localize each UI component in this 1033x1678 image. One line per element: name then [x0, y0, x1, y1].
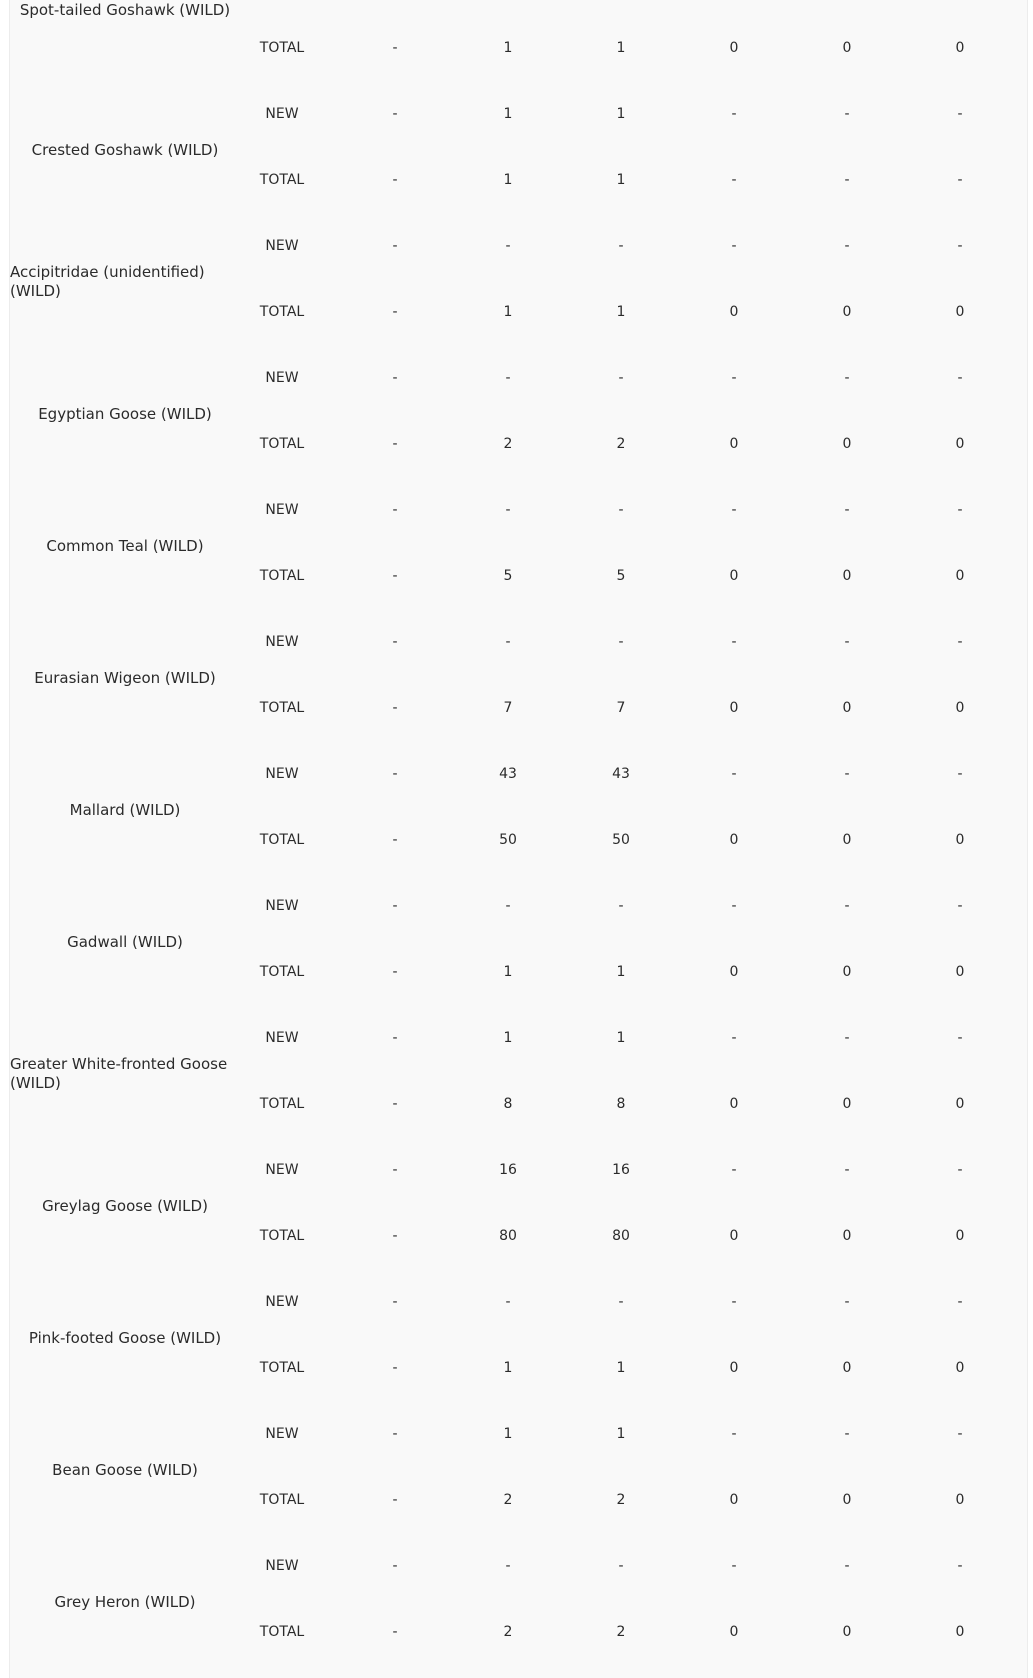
value-cell: -: [505, 1558, 511, 1574]
value-cell: -: [844, 898, 850, 914]
value-cell: -: [731, 1294, 737, 1310]
row-type-label: TOTAL: [259, 700, 305, 716]
value-cell: -: [844, 238, 850, 254]
row-type-label: TOTAL: [259, 1492, 305, 1508]
value-cell: -: [957, 898, 963, 914]
value-cell: -: [505, 1294, 511, 1310]
table-row: [10, 807, 1027, 873]
value-cell: -: [392, 898, 398, 914]
table-row: [10, 939, 1027, 1005]
value-cell: -: [505, 898, 511, 914]
value-cell: -: [392, 1624, 398, 1640]
value-cell: 1: [503, 106, 513, 122]
row-type-label: NEW: [265, 1294, 299, 1310]
value-cell: -: [844, 1294, 850, 1310]
value-cell: -: [618, 634, 624, 650]
value-cell: -: [392, 568, 398, 584]
value-cell: 0: [842, 964, 852, 980]
value-cell: -: [731, 502, 737, 518]
value-cell: -: [392, 1360, 398, 1376]
table-row: [10, 279, 1027, 345]
value-cell: -: [392, 436, 398, 452]
value-cell: -: [618, 1558, 624, 1574]
value-cell: 1: [503, 1360, 513, 1376]
value-cell: 1: [616, 304, 626, 320]
value-cell: 0: [729, 964, 739, 980]
species-name: Greylag Goose (WILD): [42, 1196, 208, 1215]
value-cell: -: [731, 238, 737, 254]
value-cell: -: [392, 370, 398, 386]
value-cell: 1: [616, 172, 626, 188]
value-cell: -: [392, 502, 398, 518]
table-row: [10, 675, 1027, 741]
value-cell: 0: [729, 40, 739, 56]
species-name: Crested Goshawk (WILD): [31, 140, 219, 159]
value-cell: -: [618, 1294, 624, 1310]
row-type-label: TOTAL: [259, 1624, 305, 1640]
row-type-label: NEW: [265, 502, 299, 518]
value-cell: 0: [729, 700, 739, 716]
value-cell: -: [392, 40, 398, 56]
value-cell: 0: [842, 1096, 852, 1112]
value-cell: -: [392, 634, 398, 650]
table-row: [10, 1533, 1027, 1599]
value-cell: -: [731, 1030, 737, 1046]
value-cell: -: [505, 370, 511, 386]
value-cell: -: [957, 502, 963, 518]
value-cell: -: [957, 106, 963, 122]
value-cell: -: [392, 964, 398, 980]
value-cell: -: [844, 766, 850, 782]
row-type-label: NEW: [265, 1030, 299, 1046]
value-cell: -: [731, 1426, 737, 1442]
value-cell: 0: [729, 1492, 739, 1508]
value-cell: 1: [616, 1426, 626, 1442]
value-cell: -: [844, 1426, 850, 1442]
row-type-label: NEW: [265, 766, 299, 782]
value-cell: 0: [729, 832, 739, 848]
value-cell: 0: [955, 436, 965, 452]
table-row: [10, 1203, 1027, 1269]
value-cell: -: [957, 634, 963, 650]
value-cell: 50: [499, 832, 517, 848]
species-name: Eurasian Wigeon (WILD): [34, 668, 216, 687]
value-cell: 1: [503, 1426, 513, 1442]
row-type-label: TOTAL: [259, 304, 305, 320]
value-cell: 0: [729, 1624, 739, 1640]
value-cell: 80: [612, 1228, 630, 1244]
value-cell: 16: [499, 1162, 517, 1178]
value-cell: -: [392, 1558, 398, 1574]
value-cell: 0: [955, 304, 965, 320]
value-cell: 0: [955, 1624, 965, 1640]
table-row: [10, 411, 1027, 477]
species-name: Common Teal (WILD): [46, 536, 204, 555]
value-cell: 43: [612, 766, 630, 782]
value-cell: 1: [503, 1030, 513, 1046]
value-cell: 50: [612, 832, 630, 848]
species-name: Bean Goose (WILD): [52, 1460, 198, 1479]
value-cell: -: [392, 832, 398, 848]
value-cell: -: [392, 1492, 398, 1508]
value-cell: -: [957, 1426, 963, 1442]
value-cell: 0: [955, 1492, 965, 1508]
value-cell: -: [731, 370, 737, 386]
value-cell: -: [392, 106, 398, 122]
value-cell: 2: [503, 1492, 513, 1508]
value-cell: -: [392, 1294, 398, 1310]
value-cell: -: [392, 304, 398, 320]
value-cell: 0: [955, 700, 965, 716]
value-cell: 16: [612, 1162, 630, 1178]
value-cell: -: [844, 634, 850, 650]
value-cell: 1: [616, 106, 626, 122]
value-cell: -: [392, 700, 398, 716]
value-cell: -: [844, 172, 850, 188]
value-cell: -: [731, 172, 737, 188]
value-cell: -: [731, 634, 737, 650]
value-cell: -: [957, 1294, 963, 1310]
table-row: [10, 213, 1027, 279]
value-cell: 1: [503, 964, 513, 980]
value-cell: -: [618, 238, 624, 254]
value-cell: 0: [729, 1360, 739, 1376]
row-type-label: NEW: [265, 898, 299, 914]
value-cell: 5: [503, 568, 513, 584]
species-name: Egyptian Goose (WILD): [38, 404, 212, 423]
value-cell: -: [392, 172, 398, 188]
value-cell: 0: [842, 1360, 852, 1376]
value-cell: -: [957, 1030, 963, 1046]
table-row: [10, 15, 1027, 81]
value-cell: -: [392, 1030, 398, 1046]
species-name: Spot-tailed Goshawk (WILD): [19, 1, 231, 19]
species-name: Gadwall (WILD): [67, 932, 183, 951]
value-cell: -: [957, 370, 963, 386]
value-cell: 0: [955, 1096, 965, 1112]
value-cell: -: [957, 1558, 963, 1574]
table-row: [10, 477, 1027, 543]
value-cell: 0: [842, 568, 852, 584]
species-name: Greater White-fronted Goose (WILD): [10, 1055, 228, 1092]
value-cell: -: [505, 634, 511, 650]
row-type-label: TOTAL: [259, 40, 305, 56]
species-name: Grey Heron (WILD): [54, 1592, 196, 1611]
value-cell: 1: [503, 304, 513, 320]
row-type-label: NEW: [265, 1162, 299, 1178]
report-table: [9, 0, 1028, 1678]
table-row: [10, 345, 1027, 411]
row-type-label: TOTAL: [259, 172, 305, 188]
species-name: Mallard (WILD): [69, 800, 181, 819]
value-cell: 0: [955, 40, 965, 56]
value-cell: 1: [503, 172, 513, 188]
value-cell: -: [844, 370, 850, 386]
value-cell: -: [844, 502, 850, 518]
value-cell: 0: [955, 1360, 965, 1376]
value-cell: 0: [842, 1492, 852, 1508]
value-cell: -: [844, 106, 850, 122]
row-type-label: TOTAL: [259, 568, 305, 584]
value-cell: -: [618, 502, 624, 518]
value-cell: 0: [842, 436, 852, 452]
value-cell: -: [957, 172, 963, 188]
value-cell: 1: [616, 1030, 626, 1046]
value-cell: 0: [955, 1228, 965, 1244]
value-cell: -: [505, 238, 511, 254]
value-cell: -: [392, 238, 398, 254]
value-cell: -: [844, 1030, 850, 1046]
value-cell: 0: [955, 568, 965, 584]
value-cell: 0: [955, 964, 965, 980]
value-cell: 2: [616, 436, 626, 452]
row-type-label: NEW: [265, 238, 299, 254]
value-cell: 0: [729, 1228, 739, 1244]
value-cell: -: [618, 370, 624, 386]
value-cell: -: [392, 766, 398, 782]
value-cell: 0: [842, 1228, 852, 1244]
value-cell: 80: [499, 1228, 517, 1244]
value-cell: -: [844, 1162, 850, 1178]
value-cell: 7: [616, 700, 626, 716]
value-cell: 2: [616, 1624, 626, 1640]
row-type-label: TOTAL: [259, 436, 305, 452]
value-cell: 0: [729, 568, 739, 584]
row-type-label: TOTAL: [259, 1228, 305, 1244]
value-cell: -: [957, 238, 963, 254]
value-cell: -: [505, 502, 511, 518]
value-cell: 43: [499, 766, 517, 782]
value-cell: 0: [729, 436, 739, 452]
value-cell: -: [731, 898, 737, 914]
row-type-label: TOTAL: [259, 1360, 305, 1376]
value-cell: -: [731, 1162, 737, 1178]
table-row: [10, 147, 1027, 213]
value-cell: -: [392, 1228, 398, 1244]
value-cell: 7: [503, 700, 513, 716]
value-cell: 2: [616, 1492, 626, 1508]
value-cell: 2: [503, 436, 513, 452]
table-row: [10, 81, 1027, 147]
value-cell: 0: [729, 1096, 739, 1112]
value-cell: -: [392, 1096, 398, 1112]
value-cell: 1: [616, 1360, 626, 1376]
value-cell: -: [957, 1162, 963, 1178]
table-row: [10, 1269, 1027, 1335]
value-cell: 8: [503, 1096, 513, 1112]
table-row: [10, 1401, 1027, 1467]
table-row: [10, 1071, 1027, 1137]
value-cell: 8: [616, 1096, 626, 1112]
table-row: [10, 609, 1027, 675]
table-row: [10, 741, 1027, 807]
table-row: [10, 1335, 1027, 1401]
table-row: [10, 1467, 1027, 1533]
value-cell: -: [731, 1558, 737, 1574]
value-cell: 1: [616, 964, 626, 980]
value-cell: 0: [842, 832, 852, 848]
value-cell: -: [618, 898, 624, 914]
value-cell: 0: [729, 304, 739, 320]
table-row: [10, 873, 1027, 939]
row-type-label: NEW: [265, 370, 299, 386]
row-type-label: NEW: [265, 1558, 299, 1574]
value-cell: -: [957, 766, 963, 782]
value-cell: 1: [616, 40, 626, 56]
table-row: [10, 1137, 1027, 1203]
value-cell: 0: [955, 832, 965, 848]
value-cell: -: [392, 1426, 398, 1442]
row-type-label: NEW: [265, 634, 299, 650]
value-cell: 1: [503, 40, 513, 56]
row-type-label: TOTAL: [259, 832, 305, 848]
row-type-label: TOTAL: [259, 1096, 305, 1112]
species-name: Pink-footed Goose (WILD): [28, 1328, 222, 1347]
row-type-label: TOTAL: [259, 964, 305, 980]
value-cell: 2: [503, 1624, 513, 1640]
value-cell: 0: [842, 1624, 852, 1640]
value-cell: 0: [842, 304, 852, 320]
value-cell: -: [844, 1558, 850, 1574]
value-cell: -: [731, 106, 737, 122]
value-cell: 5: [616, 568, 626, 584]
value-cell: -: [392, 1162, 398, 1178]
table-row: [10, 1005, 1027, 1071]
row-type-label: NEW: [265, 106, 299, 122]
table-row: [10, 1599, 1027, 1665]
species-name: Accipitridae (unidentified) (WILD): [10, 263, 205, 300]
table-row: [10, 543, 1027, 609]
value-cell: 0: [842, 700, 852, 716]
value-cell: -: [731, 766, 737, 782]
value-cell: 0: [842, 40, 852, 56]
row-type-label: NEW: [265, 1426, 299, 1442]
